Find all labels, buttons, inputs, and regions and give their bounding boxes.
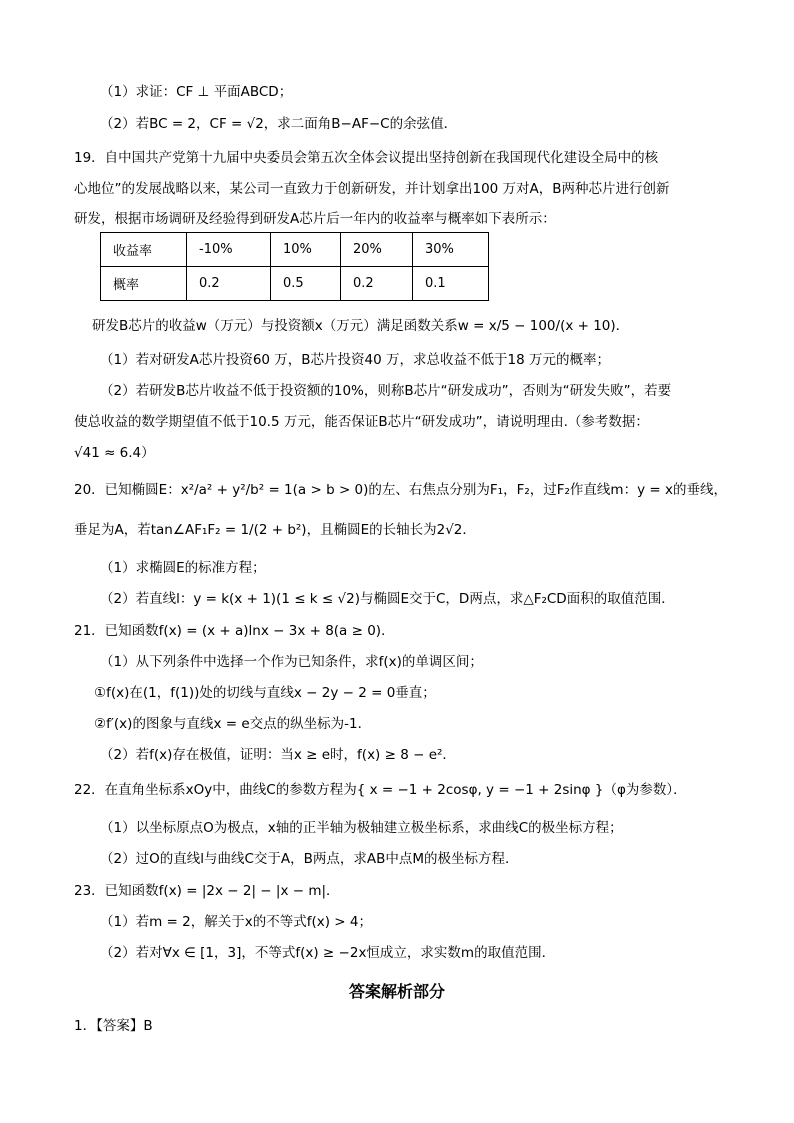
table-cell: 收益率 (101, 233, 187, 267)
table-cell: 30% (413, 233, 489, 267)
q18-part2: （2）若BC = 2，CF = √2，求二面角B−AF−C的余弦值． (100, 116, 458, 132)
table-row (101, 233, 489, 267)
q21-condition1: ①f(x)在(1，f(1))处的切线与直线x − 2y − 2 = 0垂直； (94, 685, 436, 701)
table-cell: 0.2 (341, 267, 413, 301)
q20-part1: （1）求椭圆E的标准方程； (100, 560, 266, 576)
q23-intro: 23．已知函数f(x) = |2x − 2| − |x − m|． (74, 883, 340, 899)
answers-heading: 答案解析部分 (348, 982, 445, 1001)
q19-part2-line3: √41 ≈ 6.4） (74, 445, 155, 461)
q20-intro-line2: 垂足为A，若tan∠AF₁F₂ = 1/(2 + b²)，且椭圆E的长轴长为2√2． (74, 522, 476, 538)
q20-intro-line1: 20．已知椭圆E：x²/a² + y²/b² = 1(a > b > 0)的左、右焦点分别为F₁，F₂，过F₂作直线m：y = x的垂线， (74, 482, 727, 498)
yield-probability-table (100, 232, 489, 301)
q23-part2: （2）若对∀x ∈ [1，3]，不等式f(x) ≥ −2x恒成立，求实数m的取值范围． (100, 945, 556, 961)
table-cell: 20% (341, 233, 413, 267)
answer-1: 1．【答案】B (74, 1018, 153, 1034)
table-row (101, 267, 489, 301)
q19-part2-line1: （2）若研发B芯片收益不低于投资额的10%，则称B芯片“研发成功”，否则为“研发失败”，若要 (100, 383, 672, 399)
q20-part2: （2）若直线l：y = k(x + 1)(1 ≤ k ≤ √2)与椭圆E交于C，D两点，求△F₂CD面积的取值范围． (100, 591, 675, 607)
q18-part1: （1）求证：CF ⊥ 平面ABCD； (100, 84, 293, 100)
table-cell: 0.2 (187, 267, 271, 301)
q23-part1: （1）若m = 2，解关于x的不等式f(x) > 4； (100, 914, 372, 930)
q21-part2: （2）若f(x)存在极值，证明：当x ≥ e时，f(x) ≥ 8 − e²． (100, 747, 456, 763)
q22-part1: （1）以坐标原点O为极点，x轴的正半轴为极轴建立极坐标系，求曲线C的极坐标方程； (100, 820, 623, 836)
q21-part1: （1）从下列条件中选择一个作为已知条件，求f(x)的单调区间； (100, 654, 483, 670)
q22-part2: （2）过O的直线l与曲线C交于A，B两点，求AB中点M的极坐标方程． (100, 851, 519, 867)
q19-part2-line2: 使总收益的数学期望值不低于10.5 万元，能否保证B芯片“研发成功”，请说明理由.（参考数据： (74, 414, 649, 430)
table-cell: 10% (271, 233, 341, 267)
q21-intro: 21．已知函数f(x) = (x + a)lnx − 3x + 8(a ≥ 0)． (74, 623, 395, 639)
table-cell: -10% (187, 233, 271, 267)
q19-intro-line1: 19．自中国共产党第十九届中央委员会第五次全体会议提出坚持创新在我国现代化建设全局中的核 (74, 150, 659, 166)
q19-part1: （1）若对研发A芯片投资60 万，B芯片投资40 万，求总收益不低于18 万元的概率； (100, 352, 610, 368)
q19-formula-line: 研发B芯片的收益w（万元）与投资额x（万元）满足函数关系w = x/5 − 100/(x + 10)． (92, 318, 630, 334)
q19-intro-line2: 心地位”的发展战略以来，某公司一直致力于创新研发，并计划拿出100 万对A，B两种芯片进行创新 (74, 181, 670, 197)
q21-condition2: ②f′(x)的图象与直线x = e交点的纵坐标为-1． (94, 716, 372, 732)
table-cell: 概率 (101, 267, 187, 301)
table-cell: 0.5 (271, 267, 341, 301)
q19-intro-line3: 研发，根据市场调研及经验得到研发A芯片后一年内的收益率与概率如下表所示： (74, 211, 556, 227)
q22-intro: 22．在直角坐标系xOy中，曲线C的参数方程为{ x = −1 + 2cosφ, y = −1 + 2sinφ }（φ为参数）． (74, 782, 687, 798)
table-cell: 0.1 (413, 267, 489, 301)
